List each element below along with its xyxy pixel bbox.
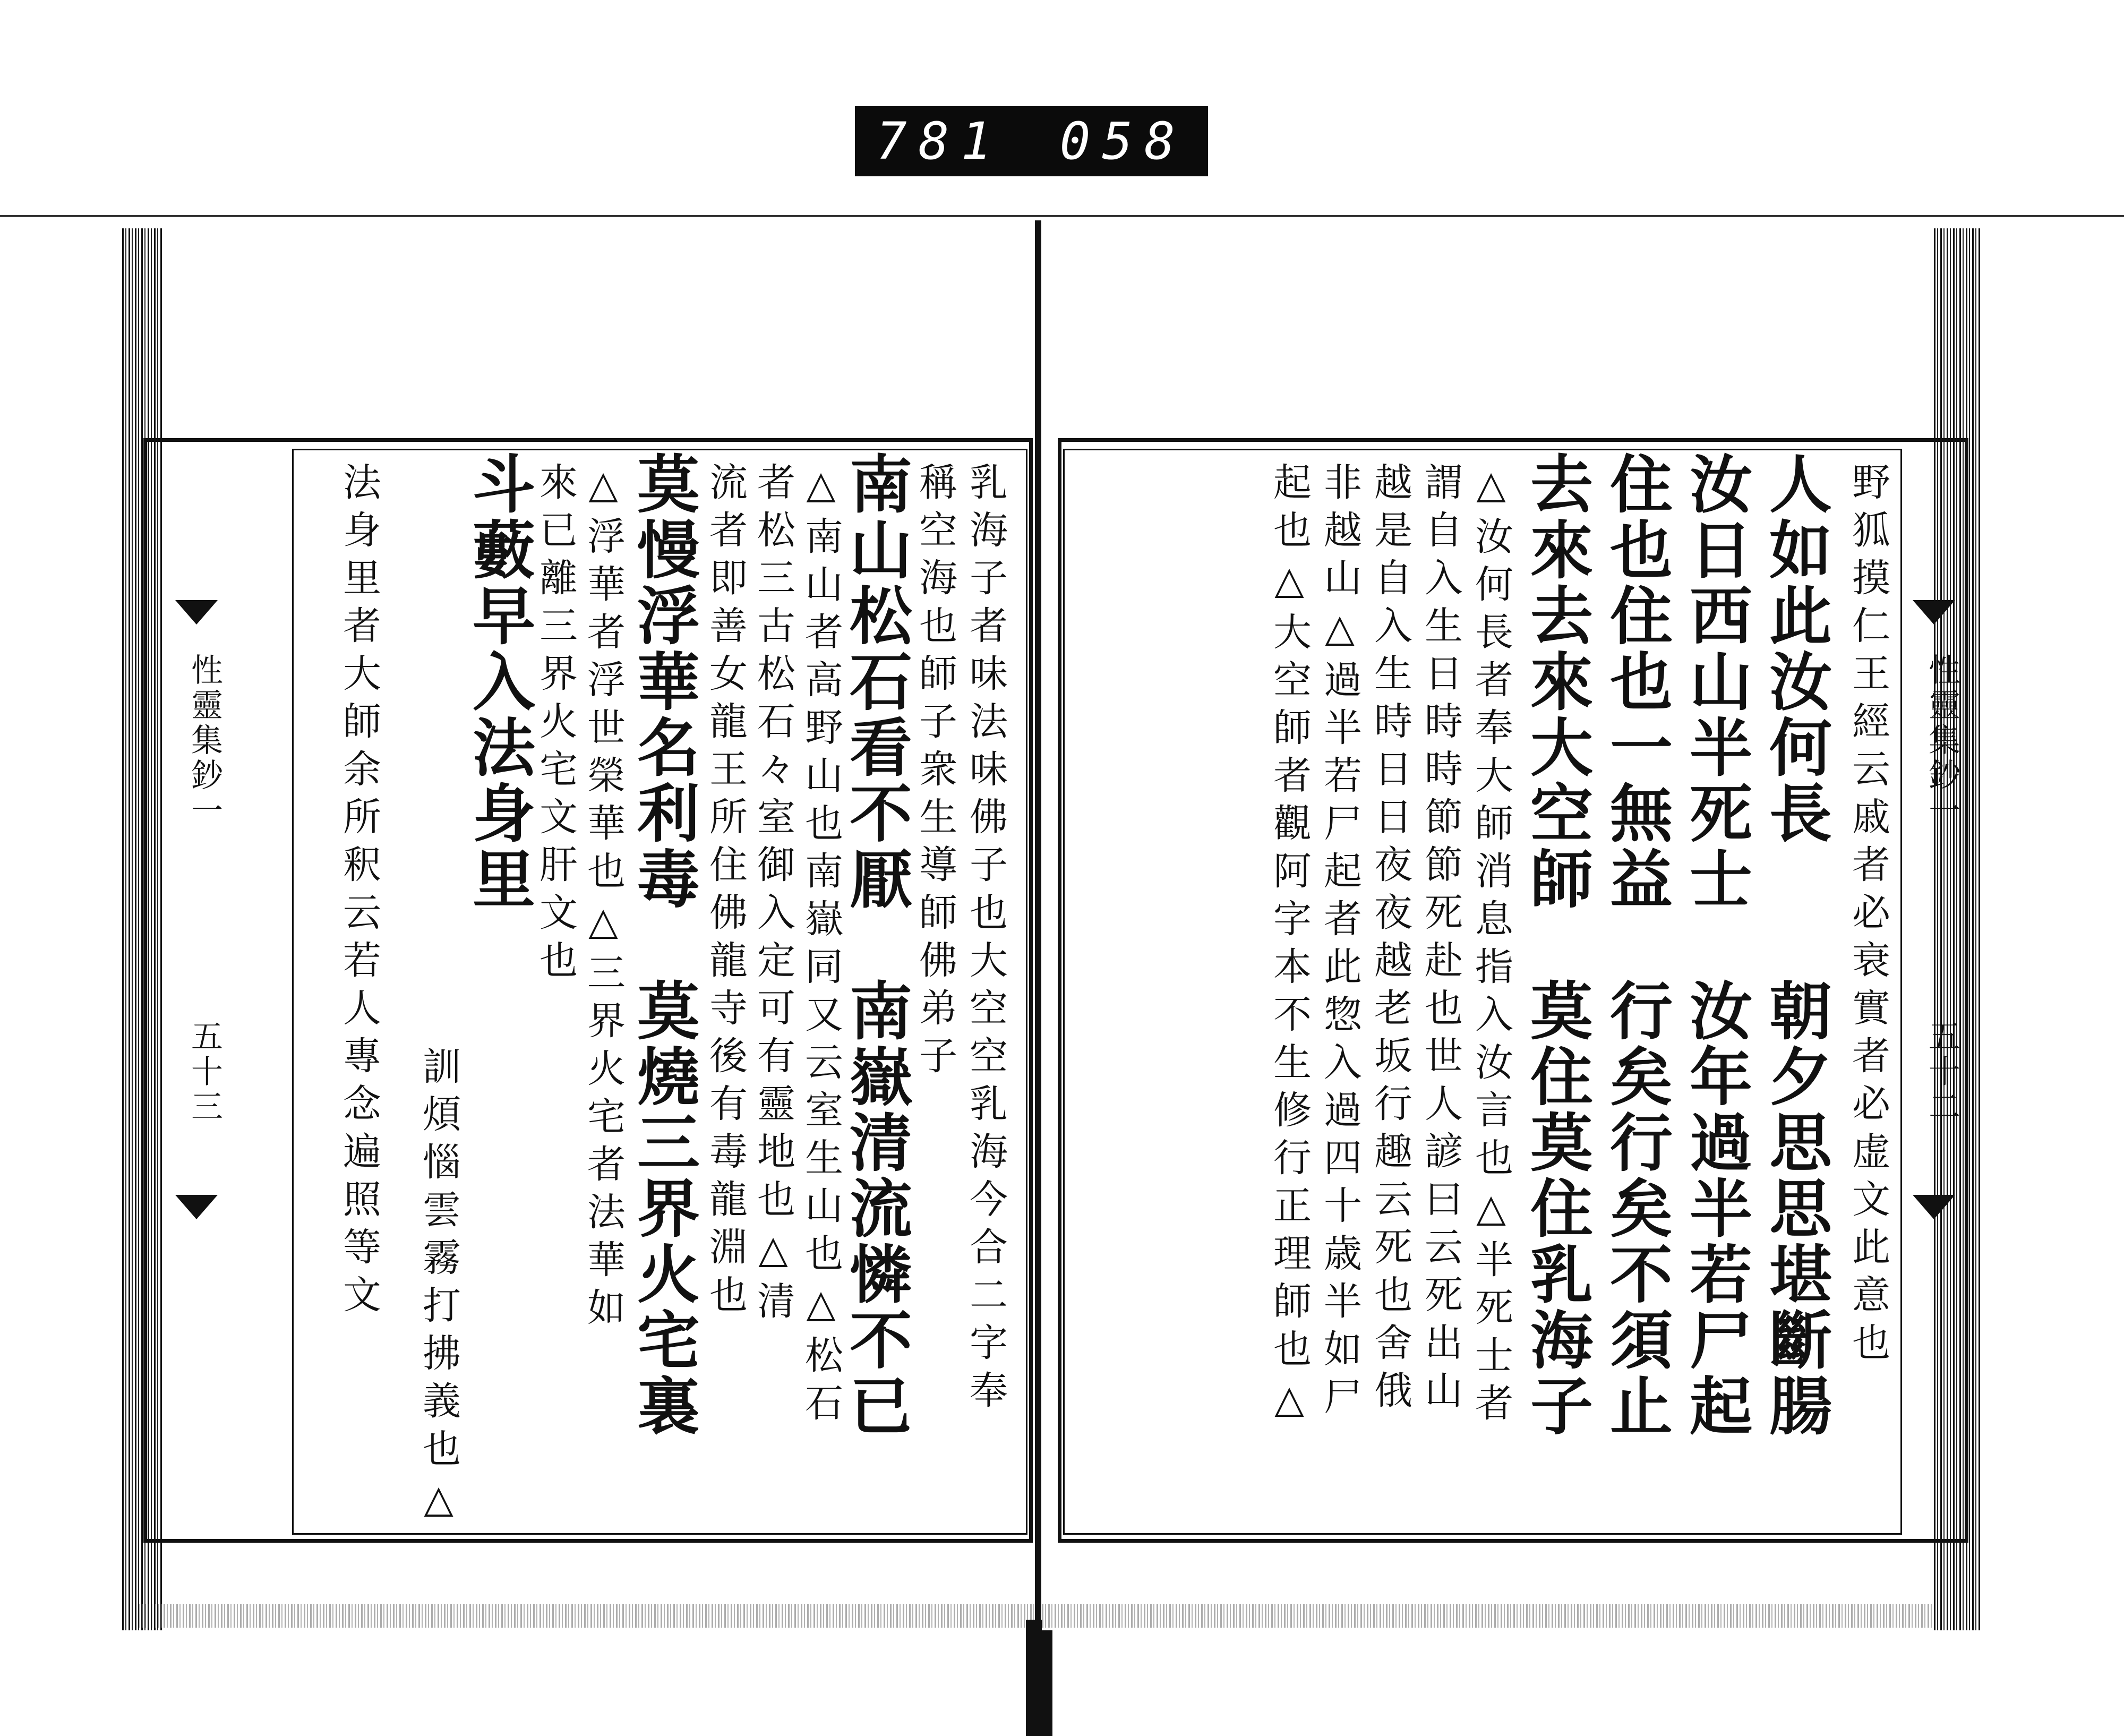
left-band-title: 性靈集鈔一 [186,653,223,828]
left-col-9: 來已離三界火宅文肝文也 [533,462,578,988]
left-col-2: 稱空海也師子衆生導師佛弟子 [913,462,957,1083]
left-col-12: 法身里者大師余所釈云若人專念遍照等文 [337,462,381,1322]
left-col-5: 者松三古松石々室御入定可有靈地也△清 [751,462,795,1329]
left-col-3: 南山松石看不厭 南嶽清流憐不已 [839,451,913,1439]
stamp-left-number: 781 [876,112,1004,171]
right-col-9: 非越山△過半若尸起者此惣入過四十歳半如尸 [1317,462,1362,1424]
right-col-7: 謂自入生日時時節節死赴也世人諺曰云死出山 [1418,462,1463,1418]
left-folio-number: 五十三 [186,1020,223,1125]
right-col-5: 去來去來大空師 莫住莫住乳海子 [1520,451,1594,1439]
left-band-ornament-top [175,600,218,625]
archive-stamp [855,106,1208,176]
right-col-10: 起也△大空師者觀阿字本不生修行正理師也△ [1267,462,1312,1431]
left-col-11: 訓煩惱雲霧打拂義也△ [416,1046,461,1530]
left-col-6: 流者即善女龍王所住佛龍寺後有毒龍淵也 [703,462,748,1322]
right-col-8: 越是自入生時日日夜夜越老坂行趣云死也舍俄 [1368,462,1412,1418]
right-col-6: △汝何長者奉大師消息指入汝言也△半死士者 [1469,462,1513,1431]
right-page [1042,218,1998,1630]
left-col-10: 斗藪早入法身里 [462,451,536,912]
left-band-ornament-bottom [175,1195,218,1219]
right-col-4: 住也住也一無益 行矣行矣不須止 [1599,451,1673,1439]
right-band-ornament-bottom [1913,1195,1955,1219]
left-col-1: 乳海子者味法味佛子也大空空乳海今合二字奉 [963,462,1008,1418]
right-page-bottom-edge [1042,1604,1945,1628]
spine-clip [1026,1620,1052,1736]
left-page-bottom-edge [138,1604,1034,1628]
left-col-8: △浮華者浮世榮華也△三界火宅者法華如 [581,462,626,1335]
stamp-right-number: 058 [1059,112,1187,171]
right-col-1: 野狐摸仁王經云戚者必衰實者必虚文此意也 [1846,462,1890,1370]
right-col-2: 人如此汝何長 朝夕思思堪斷腸 [1759,451,1832,1439]
right-band-title: 性靈集鈔一 [1923,653,1960,828]
left-page [122,218,1034,1630]
left-col-4: △南山者高野山也南嶽同又云室生山也△松石 [799,462,843,1431]
right-col-3: 汝日西山半死士 汝年過半若尸起 [1679,451,1753,1439]
right-folio-number: 五十二 [1923,1020,1960,1125]
right-band-ornament-top [1913,600,1955,625]
left-col-7: 莫慢浮華名利毒 莫燒三界火宅裏 [627,451,700,1439]
book-spine-gutter [1035,220,1041,1628]
scan-top-edge [0,215,2124,217]
